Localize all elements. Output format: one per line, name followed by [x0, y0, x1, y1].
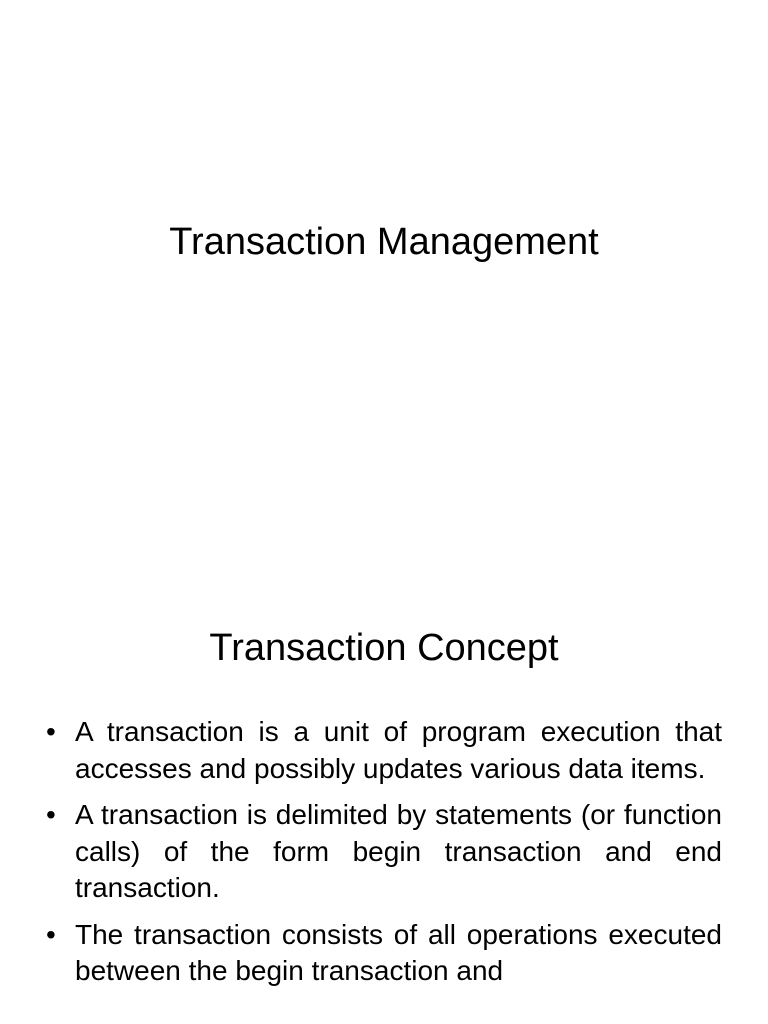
- bullet-dot-icon: •: [46, 799, 56, 830]
- bullet-dot-icon: •: [46, 716, 56, 747]
- bullet-item: [46, 714, 722, 787]
- slide-title: Transaction Concept: [209, 627, 559, 669]
- bullet-text: A transaction is delimited by statements (or function calls) of the form begin transaction and end transaction.: [75, 799, 722, 903]
- slide-2: [0, 576, 768, 1024]
- bullet-dot-icon: •: [46, 918, 56, 950]
- bullet-list: [46, 714, 722, 1000]
- bullet-item: [46, 917, 722, 990]
- bullet-text: The transaction consists of all operations executed between the begin transaction and: [75, 918, 722, 986]
- bullet-item: [46, 797, 722, 907]
- bullet-text: A transaction is a unit of program execution that accesses and possibly updates various data items.: [75, 716, 722, 784]
- slide-title: Transaction Management: [169, 221, 599, 263]
